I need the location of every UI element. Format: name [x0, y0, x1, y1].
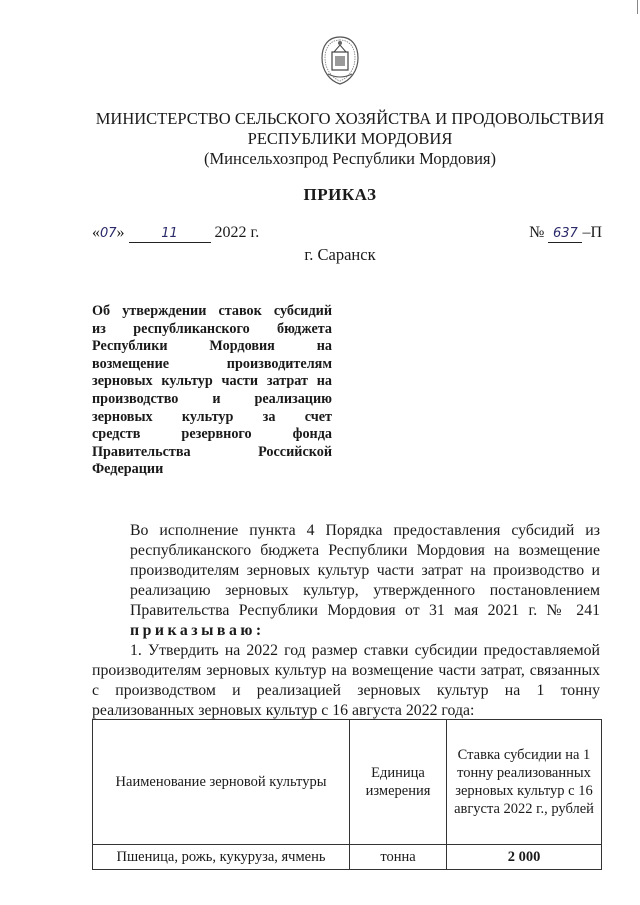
- title-line: зерновых культур за счет: [92, 408, 332, 425]
- page-edge-mark: [637, 0, 638, 14]
- date-open-quote: «: [92, 224, 100, 241]
- city-name: г. Саранск: [304, 245, 376, 264]
- ministry-name-line1: МИНИСТЕРСТВО СЕЛЬСКОГО ХОЗЯЙСТВА И ПРОДОВОЛЬСТВИЯ: [95, 109, 605, 128]
- title-line: Республики Мордовия на: [92, 338, 332, 355]
- title-line: возмещение производителям: [92, 355, 332, 372]
- preamble-line: Во исполнение пункта 4 Порядка предоставления субсидий из: [130, 522, 600, 539]
- ministry-short-name: (Минсельхозпрод Республики Мордовия): [204, 149, 496, 168]
- date-close-quote: »: [116, 224, 125, 241]
- document-number: [529, 224, 602, 243]
- number-suffix: –П: [582, 224, 602, 241]
- document-date: [92, 224, 259, 243]
- title-line: Правительства Российской: [92, 443, 332, 460]
- date-month: 11: [129, 226, 211, 243]
- preamble-line: Правительства Республики Мордовия от 31 мая 2021 г. № 241: [130, 602, 600, 619]
- header-rate: Ставка субсидии на 1 тонну реализованных зерновых культур с 16 августа 2022 г., рублей: [447, 720, 602, 845]
- title-line: из республиканского бюджета: [92, 320, 332, 337]
- title-line: производство и реализацию: [92, 390, 332, 407]
- subsidy-rates-table: [92, 719, 602, 870]
- coat-of-arms-emblem: [318, 34, 362, 86]
- title-line: зерновых культур части затрат на: [92, 373, 332, 390]
- cell-rate: 2 000: [447, 845, 602, 870]
- preamble-line: республиканского бюджета Республики Мордовия на возмещение: [130, 542, 600, 559]
- title-line: Об утверждении ставок субсидий: [92, 303, 332, 319]
- cell-crop-name: Пшеница, рожь, кукуруза, ячмень: [93, 845, 350, 870]
- title-line: Федерации: [92, 461, 164, 478]
- date-day: 07: [100, 226, 117, 241]
- table-row: [93, 845, 602, 870]
- preamble-paragraph: [92, 521, 600, 641]
- title-line: средств резервного фонда: [92, 426, 332, 443]
- number-value: 637: [548, 226, 582, 243]
- order-title: [92, 303, 332, 479]
- number-prefix: №: [529, 224, 545, 241]
- header-unit: Единица измерения: [350, 720, 447, 845]
- ministry-name-line2: РЕСПУБЛИКИ МОРДОВИЯ: [247, 129, 453, 148]
- header-crop-name: Наименование зерновой культуры: [93, 720, 350, 845]
- preamble-line: реализацию зерновых культур, утвержденного постановлением: [130, 582, 600, 599]
- table-header-row: [93, 720, 602, 845]
- cell-unit: тонна: [350, 845, 447, 870]
- order-word: приказываю:: [130, 622, 265, 639]
- document-type-title: ПРИКАЗ: [303, 185, 377, 204]
- preamble-line: производителям зерновых культур части затрат на производство и: [130, 562, 600, 579]
- date-year: 2022 г.: [214, 224, 260, 241]
- item-1-paragraph: 1. Утвердить на 2022 год размер ставки субсидии предоставляемой производителям зерновых культур на возмещение части затрат, связанных с производством и реализацией зерновых культур на 1 тонну реализованных зерновых культур с 16 августа 2022 года:: [92, 642, 600, 719]
